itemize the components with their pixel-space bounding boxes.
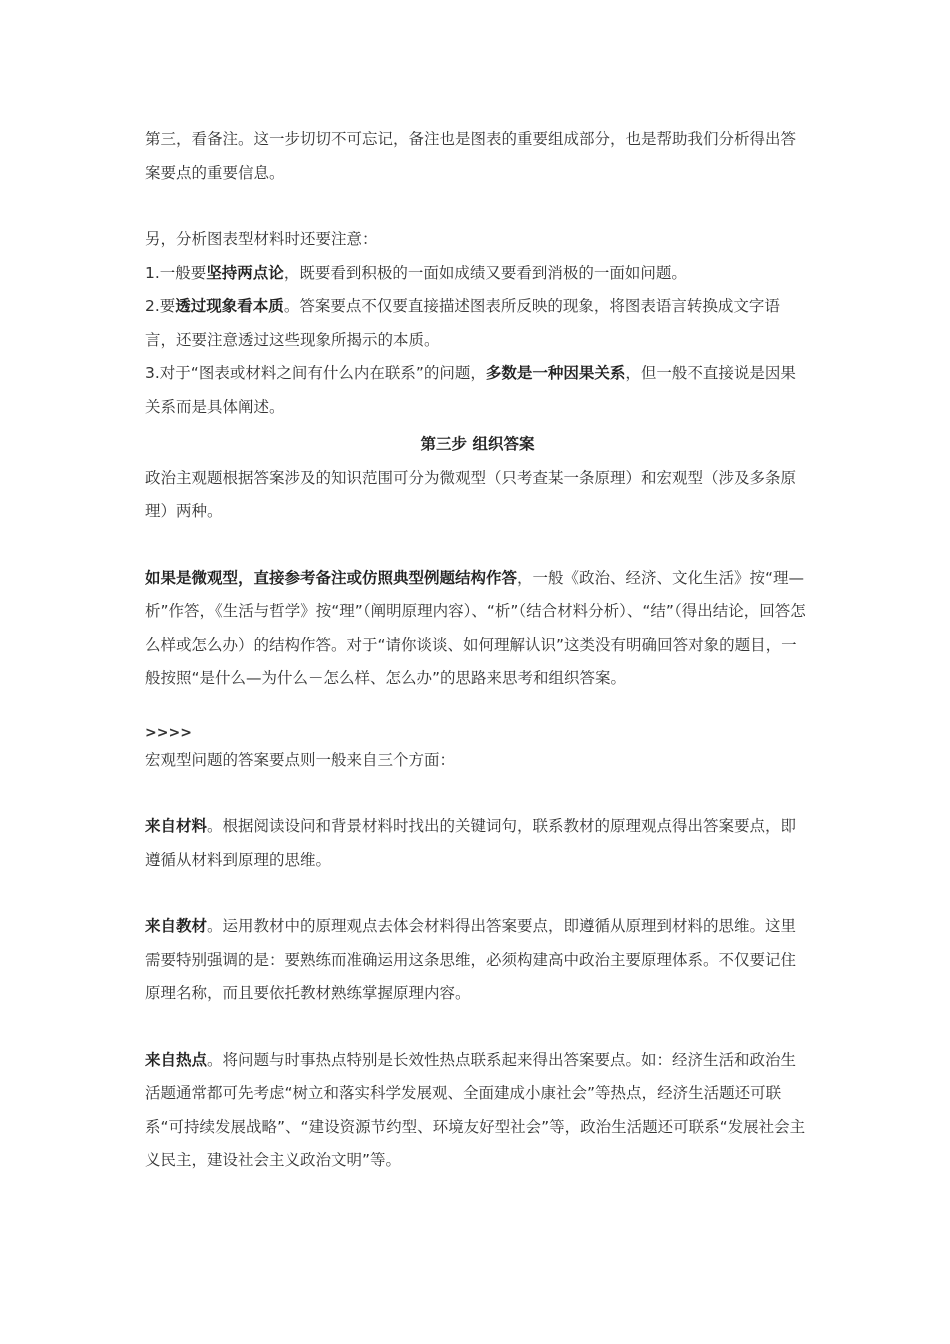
paragraph-from-hot-topics <box>145 1044 810 1178</box>
list-item-prefix: 1.一般要 <box>145 263 207 282</box>
paragraph-macro-type <box>145 744 810 778</box>
spacer <box>145 1011 810 1044</box>
paragraph-text: 政治主观题根据答案涉及的知识范围可分为微观型（只考查某一条原理）和宏观型（涉及多条原理）两种。 <box>145 468 797 520</box>
list-item-suffix: 。答案要点不仅要直接描述图表所反映的现象，将图表语言转换成文字语言，还要注意透过这些现象所揭示的本质。 <box>145 297 780 349</box>
list-item-suffix: ，既要看到积极的一面如成绩又要看到消极的一面如问题。 <box>283 263 687 282</box>
spacer <box>145 696 810 722</box>
list-item-1 <box>145 257 810 291</box>
paragraph-look-at-notes <box>145 123 810 190</box>
spacer <box>145 777 810 810</box>
paragraph-from-textbook <box>145 910 810 1011</box>
paragraph-micro-type <box>145 562 810 696</box>
paragraph-emphasis: 如果是微观型，直接参考备注或仿照典型例题结构作答 <box>145 568 518 587</box>
paragraph-intro-notes <box>145 223 810 257</box>
spacer <box>145 190 810 223</box>
paragraph-text: 。根据阅读设问和背景材料时找出的关键词句，联系教材的原理观点得出答案要点，即遵循从材料到原理的思维。 <box>145 817 797 869</box>
list-item-prefix: 2.要 <box>145 297 176 315</box>
list-item-2 <box>145 290 810 357</box>
section-heading: 第三步 组织答案 <box>420 435 535 453</box>
paragraph-emphasis: 来自材料 <box>145 817 208 835</box>
list-item-emphasis: 透过现象看本质 <box>175 297 284 315</box>
document-body <box>145 123 810 1178</box>
paragraph-text: 第三，看备注。这一步切切不可忘记，备注也是图表的重要组成部分，也是帮助我们分析得出答案要点的重要信息。 <box>145 130 797 182</box>
list-item-emphasis: 坚持两点论 <box>206 263 284 282</box>
paragraph-text: 。将问题与时事热点特别是长效性热点联系起来得出答案要点。如：经济生活和政治生活题通常都可先考虑“树立和落实科学发展观、全面建成小康社会”等热点，经济生活题还可联系“可持续发展战略”、“建设资源节约型、环境友好型社会”等，政治生活题还可联系“发展社会主义民主，建设社会主义政治文明”等。 <box>145 1050 806 1169</box>
arrow-marker: >>>> <box>145 724 192 741</box>
spacer <box>145 877 810 910</box>
paragraph-answer-types <box>145 462 810 529</box>
paragraph-emphasis: 来自热点 <box>145 1050 208 1069</box>
paragraph-from-material <box>145 810 810 877</box>
paragraph-text: 。运用教材中的原理观点去体会材料得出答案要点，即遵循从原理到材料的思维。这里需要特别强调的是：要熟练而准确运用这条思维，必须构建高中政治主要原理体系。不仅要记住原理名称，而且要依托教材熟练掌握原理内容。 <box>145 917 797 1002</box>
paragraph-text: ，一般《政治、经济、文化生活》按“理—析”作答，《生活与哲学》按“理”（阐明原理内容）、“析”（结合材料分析）、“结”（得出结论，回答怎么样或怎么办）的结构作答。对于“请你谈谈、如何理解认识”这类没有明确回答对象的题目，一般按照“是什么—为什么－怎么样、怎么办”的思路来思考和组织答案。 <box>145 568 806 687</box>
list-item-emphasis: 多数是一种因果关系 <box>485 364 626 382</box>
paragraph-text: 另，分析图表型材料时还要注意： <box>145 230 378 248</box>
list-item-prefix: 3.对于“图表或材料之间有什么内在联系”的问题， <box>145 364 486 382</box>
list-item-suffix: ，但一般不直接说是因果关系而是具体阐述。 <box>145 364 796 416</box>
list-item-3 <box>145 357 810 424</box>
paragraph-text: 宏观型问题的答案要点则一般来自三个方面： <box>145 750 456 769</box>
paragraph-emphasis: 来自教材 <box>145 917 208 935</box>
spacer <box>145 529 810 562</box>
